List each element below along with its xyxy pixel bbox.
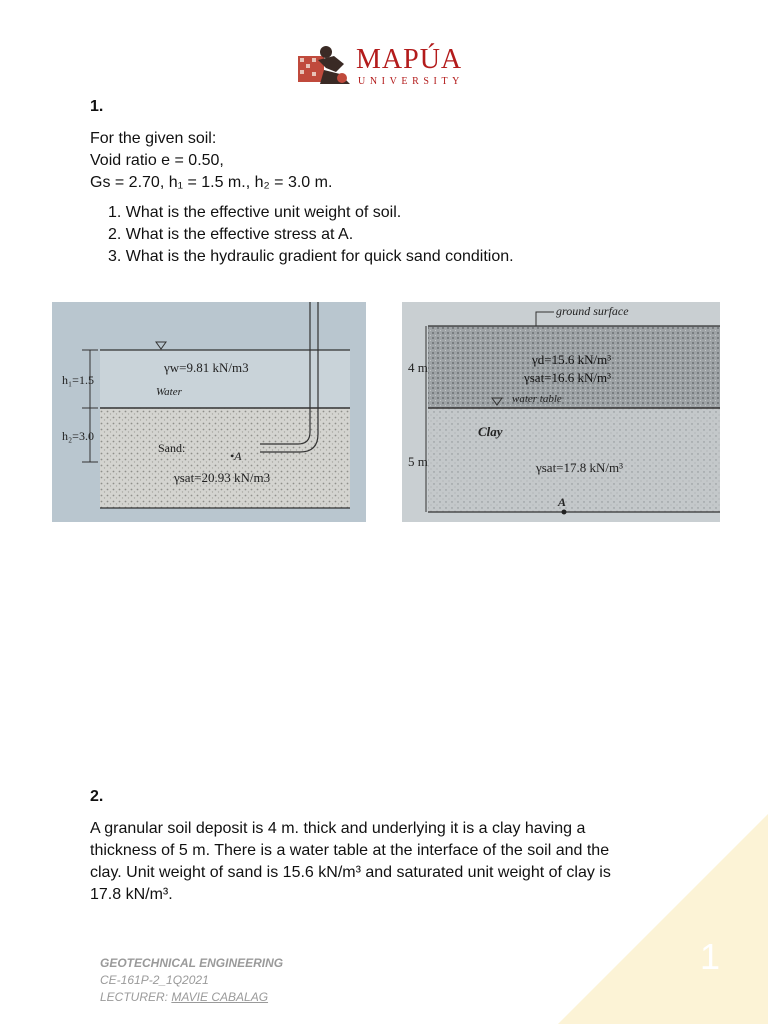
problem-2-number: 2.: [90, 788, 104, 805]
page-number: 1: [700, 936, 721, 977]
question-item: 3. What is the hydraulic gradient for quick sand condition.: [108, 248, 514, 265]
problem-2-line: clay. Unit weight of sand is 15.6 kN/m³ and saturated unit weight of clay is: [90, 864, 611, 881]
gamma-d-label: γd=15.6 kN/m³: [532, 352, 612, 367]
sand-layer: [100, 408, 350, 508]
footer-course-title: GEOTECHNICAL ENGINEERING: [100, 956, 284, 970]
gamma-sat-top-label: γsat=16.6 kN/m³: [524, 370, 612, 385]
university-subtitle: UNIVERSITY: [358, 76, 464, 87]
figure-1-sand-water-diagram: [52, 302, 366, 522]
clay-label: Clay: [478, 424, 503, 439]
question-item: 2. What is the effective stress at A.: [108, 226, 354, 243]
problem-1-intro: For the given soil:: [90, 130, 217, 147]
gamma-w-label: γw=9.81 kN/m3: [164, 360, 249, 375]
gamma-sat-label: γsat=20.93 kN/m3: [174, 470, 271, 485]
footer-lecturer: [100, 988, 268, 1006]
problem-1-parameters: Gs = 2.70, h₁ = 1.5 m., h₂ = 3.0 m.: [90, 174, 333, 191]
university-name: MAPÚA: [356, 44, 463, 75]
point-a-label-2: A: [558, 495, 567, 509]
water-label: Water: [156, 386, 182, 398]
water-table-label: water table: [512, 393, 562, 405]
depth-bottom-label: 5 m: [408, 454, 428, 469]
problem-1-void-ratio: Void ratio e = 0.50,: [90, 152, 224, 169]
point-a-marker: [562, 510, 567, 515]
university-logo: [296, 42, 476, 90]
footer-lecturer-label: LECTURER:: [100, 990, 172, 1004]
problem-2-line: A granular soil deposit is 4 m. thick and underlying it is a clay having a: [90, 820, 586, 837]
footer-lecturer-name[interactable]: MAVIE CABALAG: [171, 990, 269, 1004]
logo-emblem-icon: [296, 42, 354, 88]
sand-label: Sand:: [158, 441, 186, 455]
h2-label: h₂=3.0: [62, 429, 94, 443]
footer-course-code: CE-161P-2_1Q2021: [100, 973, 209, 987]
figure-2-soil-profile-diagram: [402, 302, 720, 522]
sand-layer-top: [428, 326, 720, 408]
problem-1-number: 1.: [90, 98, 104, 115]
problem-2-line: thickness of 5 m. There is a water table at the interface of the soil and the: [90, 842, 610, 859]
problem-1-questions: [108, 202, 514, 268]
problem-2-line: 17.8 kN/m³.: [90, 886, 173, 903]
question-item: 1. What is the effective unit weight of soil.: [108, 204, 402, 221]
gamma-sat-clay-label: γsat=17.8 kN/m³: [536, 460, 624, 475]
depth-top-label: 4 m: [408, 360, 428, 375]
h1-label: h₁=1.5: [62, 373, 94, 387]
ground-surface-label: ground surface: [556, 304, 629, 318]
water-layer: [100, 350, 350, 408]
point-a-label: •A: [230, 449, 242, 463]
